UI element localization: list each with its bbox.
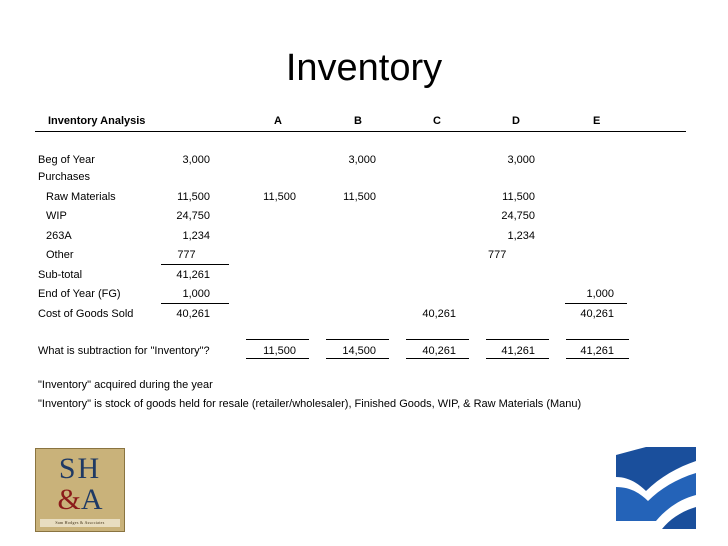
- question-rule-a: [246, 339, 309, 340]
- row-label-subtotal: Sub-total: [38, 269, 83, 281]
- row-label-purchases: Purchases: [38, 171, 90, 183]
- page-title: Inventory: [285, 47, 443, 89]
- question-rule-d: [486, 339, 549, 340]
- row-label-other: Other: [46, 249, 74, 261]
- logo-amp-a: [36, 484, 124, 516]
- cell-subtotal-main: 41,261: [176, 269, 210, 281]
- question-underline-c: [406, 358, 469, 359]
- question-label: What is subtraction for "Inventory"?: [38, 345, 210, 357]
- cell-263a-d: 1,234: [507, 230, 535, 242]
- logo-sh-text: SH: [58, 452, 102, 485]
- sha-logo: [35, 448, 125, 532]
- note-line-1: "Inventory" acquired during the year: [38, 379, 213, 391]
- row-label-263a: 263A: [46, 230, 72, 242]
- cell-wip-d: 24,750: [501, 210, 535, 222]
- subtotal-rule: [161, 264, 229, 265]
- row-label-beg-of-year: Beg of Year: [38, 154, 95, 166]
- cell-wip-main: 24,750: [176, 210, 210, 222]
- question-rule-b: [326, 339, 389, 340]
- row-label-cogs: Cost of Goods Sold: [38, 308, 134, 320]
- question-value-d: 41,261: [501, 345, 535, 357]
- cell-cogs-c: 40,261: [422, 308, 456, 320]
- wave-logo-icon: [616, 447, 696, 529]
- logo-tagline: Sam Hodges & Associates: [55, 520, 105, 525]
- column-header-a: A: [274, 115, 282, 127]
- question-underline-b: [326, 358, 389, 359]
- cell-beg-b: 3,000: [348, 154, 376, 166]
- question-underline-e: [566, 358, 629, 359]
- column-header-d: D: [512, 115, 520, 127]
- cell-beg-main: 3,000: [182, 154, 210, 166]
- cell-raw-a: 11,500: [263, 191, 296, 203]
- question-value-a: 11,500: [263, 345, 296, 357]
- cogs-rule-e: [565, 303, 627, 304]
- row-label-wip: WIP: [46, 210, 67, 222]
- cogs-rule-main: [161, 303, 229, 304]
- question-underline-d: [486, 358, 549, 359]
- header-rule: [35, 131, 686, 132]
- question-value-b: 14,500: [342, 345, 376, 357]
- logo-a-letter: A: [80, 483, 103, 516]
- column-header-b: B: [354, 115, 362, 127]
- logo-tagline-box: [40, 519, 120, 527]
- cell-raw-main: 11,500: [177, 191, 210, 203]
- cell-beg-d: 3,000: [507, 154, 535, 166]
- cell-cogs-e: 40,261: [580, 308, 614, 320]
- header-label: Inventory Analysis: [48, 115, 146, 127]
- question-value-e: 41,261: [580, 345, 614, 357]
- row-label-raw-materials: Raw Materials: [46, 191, 116, 203]
- cell-263a-main: 1,234: [182, 230, 210, 242]
- question-rule-c: [406, 339, 469, 340]
- cell-other-d: 777: [488, 249, 507, 261]
- column-header-e: E: [593, 115, 601, 127]
- cell-raw-d: 11,500: [502, 191, 535, 203]
- cell-end-main: 1,000: [182, 288, 210, 300]
- column-header-c: C: [433, 115, 441, 127]
- question-underline-a: [246, 358, 309, 359]
- cell-end-e: 1,000: [586, 288, 614, 300]
- question-value-c: 40,261: [422, 345, 456, 357]
- cell-cogs-main: 40,261: [176, 308, 210, 320]
- logo-ampersand: &: [57, 483, 81, 516]
- row-label-end-of-year: End of Year (FG): [38, 288, 121, 300]
- note-line-2: "Inventory" is stock of goods held for resale (retailer/wholesaler), Finished Goods, WIP, & Raw Materials (Manu): [38, 398, 582, 410]
- cell-raw-b: 11,500: [343, 191, 376, 203]
- cell-other-main: 777: [177, 249, 196, 261]
- question-rule-e: [566, 339, 629, 340]
